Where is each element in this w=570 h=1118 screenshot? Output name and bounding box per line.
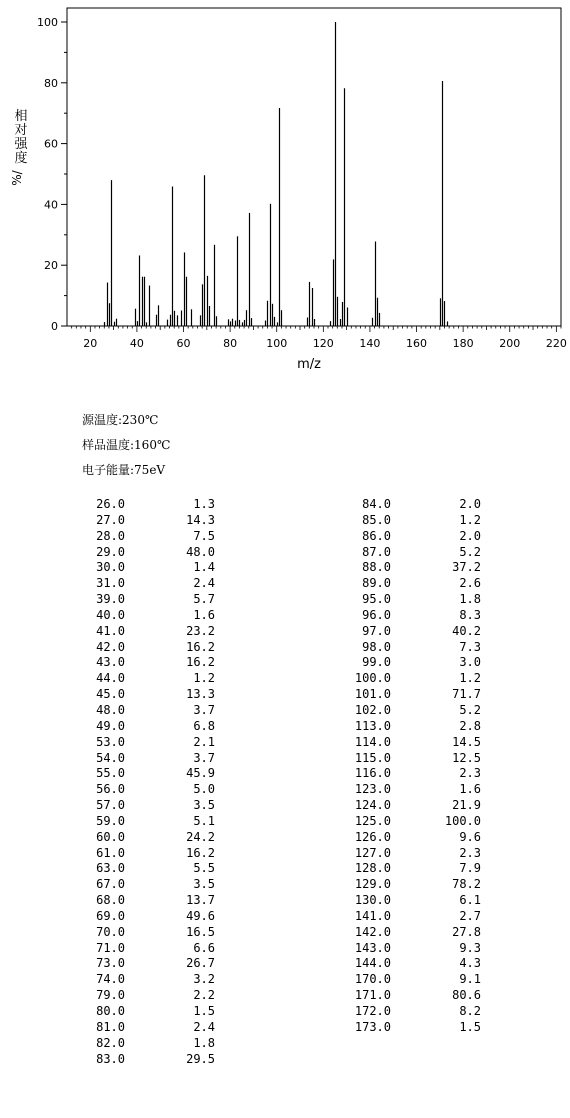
intensity-value: 1.3 [193,497,215,511]
mz-value: 144.0 [354,956,391,971]
y-label-char: 度 [14,151,28,166]
intensity-value: 26.7 [186,956,215,971]
intensity-value: 8.2 [459,1004,481,1018]
mz-value: 45.0 [96,687,125,702]
intensity-value: 3.2 [193,972,215,987]
mz-value: 124.0 [354,798,391,813]
mass-spectrum-chart [0,0,570,380]
table-row [83,719,215,735]
intensity-value: 12.5 [452,750,481,765]
intensity-value: 9.3 [459,940,481,955]
mz-value: 86.0 [362,528,391,543]
table-row [83,1020,215,1036]
y-tick-label: 60 [44,137,58,151]
mz-value: 44.0 [96,671,125,686]
intensity-value: 3.0 [459,655,481,670]
table-row [349,1020,481,1036]
mz-value: 49.0 [96,718,125,733]
mz-value: 83.0 [96,1051,125,1066]
table-row [83,560,215,576]
mz-value: 170.0 [354,972,391,987]
mz-value: 125.0 [354,813,391,828]
mz-value: 123.0 [354,782,391,797]
table-row [83,497,215,513]
table-row [349,861,481,877]
mz-value: 143.0 [354,940,391,955]
plot-border [67,8,561,326]
peak-table-right [349,497,481,1036]
intensity-value: 9.1 [459,972,481,987]
table-row [83,671,215,687]
intensity-value: 48.0 [186,544,215,559]
mz-value: 26.0 [96,497,125,511]
x-tick-label: 40 [129,337,144,350]
intensity-value: 13.3 [186,687,215,702]
mz-value: 87.0 [362,544,391,559]
mz-value: 56.0 [96,782,125,797]
table-row [349,687,481,703]
mz-value: 97.0 [362,623,391,638]
mz-value: 57.0 [96,798,125,813]
table-row [83,877,215,893]
intensity-value: 3.7 [193,702,215,717]
table-row [349,671,481,687]
table-row [349,766,481,782]
intensity-value: 7.5 [193,528,215,543]
intensity-value: 1.2 [459,671,481,686]
intensity-value: 2.2 [193,988,215,1003]
table-row [349,798,481,814]
mz-value: 43.0 [96,655,125,670]
mz-value: 96.0 [362,607,391,622]
intensity-value: 24.2 [186,829,215,844]
intensity-value: 5.0 [193,782,215,797]
mz-value: 113.0 [354,718,391,733]
table-row [83,529,215,545]
x-tick-label: 160 [406,337,428,350]
mz-value: 114.0 [354,734,391,749]
mz-value: 99.0 [362,655,391,670]
mz-value: 98.0 [362,639,391,654]
x-axis-label: m/z [297,357,321,372]
intensity-value: 78.2 [452,877,481,892]
y-tick-label: 20 [44,259,58,273]
mz-value: 61.0 [96,845,125,860]
mz-value: 67.0 [96,877,125,892]
mz-value: 70.0 [96,924,125,939]
mz-value: 82.0 [96,1035,125,1050]
table-row [83,941,215,957]
table-row [349,1004,481,1020]
x-tick-label: 220 [545,337,567,350]
intensity-value: 7.3 [459,639,481,654]
intensity-value: 2.0 [459,528,481,543]
intensity-value: 1.4 [193,560,215,575]
table-row [83,1052,215,1068]
x-tick-label: 180 [452,337,474,350]
table-row [83,687,215,703]
table-row [349,703,481,719]
table-row [349,529,481,545]
mz-value: 41.0 [96,623,125,638]
intensity-value: 5.7 [193,592,215,607]
x-tick-label: 80 [223,337,238,350]
mz-value: 89.0 [362,576,391,591]
intensity-value: 1.8 [459,592,481,607]
mz-value: 74.0 [96,972,125,987]
table-row [83,766,215,782]
table-row [349,545,481,561]
mz-value: 102.0 [354,702,391,717]
intensity-value: 6.8 [193,718,215,733]
mz-value: 128.0 [354,861,391,876]
mz-value: 30.0 [96,560,125,575]
y-tick-label: 80 [44,76,58,90]
table-row [83,814,215,830]
y-tick-label: 100 [37,16,58,29]
table-row [83,608,215,624]
table-row [349,751,481,767]
table-row [349,846,481,862]
table-row [349,592,481,608]
table-row [349,877,481,893]
intensity-value: 29.5 [186,1051,215,1066]
mz-value: 130.0 [354,893,391,908]
intensity-value: 1.2 [459,512,481,527]
intensity-value: 49.6 [186,908,215,923]
mz-value: 172.0 [354,1004,391,1018]
intensity-value: 5.5 [193,861,215,876]
sample-temperature [82,437,170,453]
mz-value: 126.0 [354,829,391,844]
peak-bars [105,22,448,326]
sample-temperature-label: 样品温度: [82,438,135,452]
intensity-value: 16.2 [186,845,215,860]
intensity-value: 1.5 [193,1004,215,1018]
intensity-value: 16.2 [186,639,215,654]
table-row [83,972,215,988]
x-tick-label: 60 [176,337,191,350]
table-row [349,814,481,830]
intensity-value: 80.6 [452,988,481,1003]
table-row [83,830,215,846]
intensity-value: 2.8 [459,718,481,733]
intensity-value: 4.3 [459,956,481,971]
mz-value: 29.0 [96,544,125,559]
table-row [349,497,481,513]
mz-value: 73.0 [96,956,125,971]
intensity-value: 23.2 [186,623,215,638]
mz-value: 127.0 [354,845,391,860]
table-row [349,608,481,624]
sample-temperature-value: 160℃ [134,438,171,452]
mz-value: 42.0 [96,639,125,654]
electron-energy-value: 75eV [134,463,166,477]
mz-value: 31.0 [96,576,125,591]
table-row [349,988,481,1004]
intensity-value: 16.5 [186,924,215,939]
mz-value: 60.0 [96,829,125,844]
y-label-char: 相 [14,109,28,124]
table-row [83,655,215,671]
mz-value: 40.0 [96,607,125,622]
mz-value: 115.0 [354,750,391,765]
mz-value: 95.0 [362,592,391,607]
y-axis-ticks [37,16,67,333]
mz-value: 85.0 [362,512,391,527]
intensity-value: 2.6 [459,576,481,591]
intensity-value: 5.2 [459,544,481,559]
intensity-value: 14.5 [452,734,481,749]
table-row [83,956,215,972]
table-row [83,592,215,608]
mz-value: 48.0 [96,702,125,717]
table-row [349,972,481,988]
intensity-value: 8.3 [459,607,481,622]
intensity-value: 21.9 [452,798,481,813]
table-row [83,624,215,640]
x-tick-label: 140 [359,337,381,350]
intensity-value: 1.8 [193,1035,215,1050]
y-tick-label: 40 [44,198,58,212]
table-row [83,1036,215,1052]
table-row [83,893,215,909]
y-label-unit: %/ [10,170,24,186]
intensity-value: 2.1 [193,734,215,749]
intensity-value: 27.8 [452,924,481,939]
y-tick-label: 0 [51,320,58,333]
table-row [349,956,481,972]
mz-value: 71.0 [96,940,125,955]
table-row [83,988,215,1004]
table-row [349,909,481,925]
source-temperature [82,412,158,428]
mz-value: 53.0 [96,734,125,749]
table-row [349,719,481,735]
electron-energy-label: 电子能量: [82,463,135,477]
table-row [83,861,215,877]
table-row [83,798,215,814]
intensity-value: 14.3 [186,512,215,527]
intensity-value: 5.1 [193,813,215,828]
table-row [349,782,481,798]
table-row [349,640,481,656]
x-tick-label: 200 [499,337,521,350]
mz-value: 81.0 [96,1019,125,1034]
mz-value: 27.0 [96,512,125,527]
intensity-value: 6.6 [193,940,215,955]
intensity-value: 1.6 [193,607,215,622]
source-temperature-value: 230℃ [122,413,159,427]
mz-value: 84.0 [362,497,391,511]
intensity-value: 13.7 [186,893,215,908]
intensity-value: 2.0 [459,497,481,511]
table-row [83,846,215,862]
mz-value: 100.0 [354,671,391,686]
mz-value: 116.0 [354,766,391,781]
table-row [349,735,481,751]
table-row [349,513,481,529]
mz-value: 142.0 [354,924,391,939]
intensity-value: 7.9 [459,861,481,876]
mz-value: 141.0 [354,908,391,923]
intensity-value: 2.3 [459,845,481,860]
mz-value: 54.0 [96,750,125,765]
y-label-char: 对 [14,123,28,138]
table-row [83,925,215,941]
mz-value: 39.0 [96,592,125,607]
table-row [83,576,215,592]
mz-value: 68.0 [96,893,125,908]
intensity-value: 6.1 [459,893,481,908]
intensity-value: 71.7 [452,687,481,702]
intensity-value: 1.5 [459,1019,481,1034]
x-axis-ticks [72,326,567,350]
table-row [349,576,481,592]
table-row [83,703,215,719]
table-row [83,545,215,561]
mz-value: 80.0 [96,1004,125,1018]
table-row [349,830,481,846]
x-tick-label: 120 [312,337,334,350]
intensity-value: 3.7 [193,750,215,765]
y-label-char: 强 [14,137,28,152]
table-row [349,560,481,576]
electron-energy [82,462,165,478]
table-row [83,909,215,925]
intensity-value: 1.2 [193,671,215,686]
table-row [349,893,481,909]
intensity-value: 1.6 [459,782,481,797]
intensity-value: 3.5 [193,877,215,892]
intensity-value: 5.2 [459,702,481,717]
intensity-value: 2.7 [459,908,481,923]
mz-value: 63.0 [96,861,125,876]
table-row [83,513,215,529]
mz-value: 55.0 [96,766,125,781]
mz-value: 59.0 [96,813,125,828]
mz-value: 101.0 [354,687,391,702]
mz-value: 88.0 [362,560,391,575]
intensity-value: 16.2 [186,655,215,670]
table-row [83,735,215,751]
y-axis-label [10,108,28,186]
intensity-value: 40.2 [452,623,481,638]
mz-value: 173.0 [354,1019,391,1034]
x-tick-label: 100 [266,337,288,350]
table-row [83,782,215,798]
table-row [349,925,481,941]
intensity-value: 2.4 [193,1019,215,1034]
table-row [83,751,215,767]
x-tick-label: 20 [83,337,98,350]
table-row [349,624,481,640]
intensity-value: 9.6 [459,829,481,844]
mz-value: 69.0 [96,908,125,923]
intensity-value: 3.5 [193,798,215,813]
peak-table-left [83,497,215,1067]
mz-value: 171.0 [354,988,391,1003]
table-row [83,1004,215,1020]
table-row [349,655,481,671]
plot-frame [67,8,561,326]
mz-value: 129.0 [354,877,391,892]
intensity-value: 2.3 [459,766,481,781]
intensity-value: 100.0 [444,813,481,828]
table-row [349,941,481,957]
intensity-value: 37.2 [452,560,481,575]
intensity-value: 2.4 [193,576,215,591]
mz-value: 79.0 [96,988,125,1003]
source-temperature-label: 源温度: [82,413,123,427]
intensity-value: 45.9 [186,766,215,781]
table-row [83,640,215,656]
mz-value: 28.0 [96,528,125,543]
